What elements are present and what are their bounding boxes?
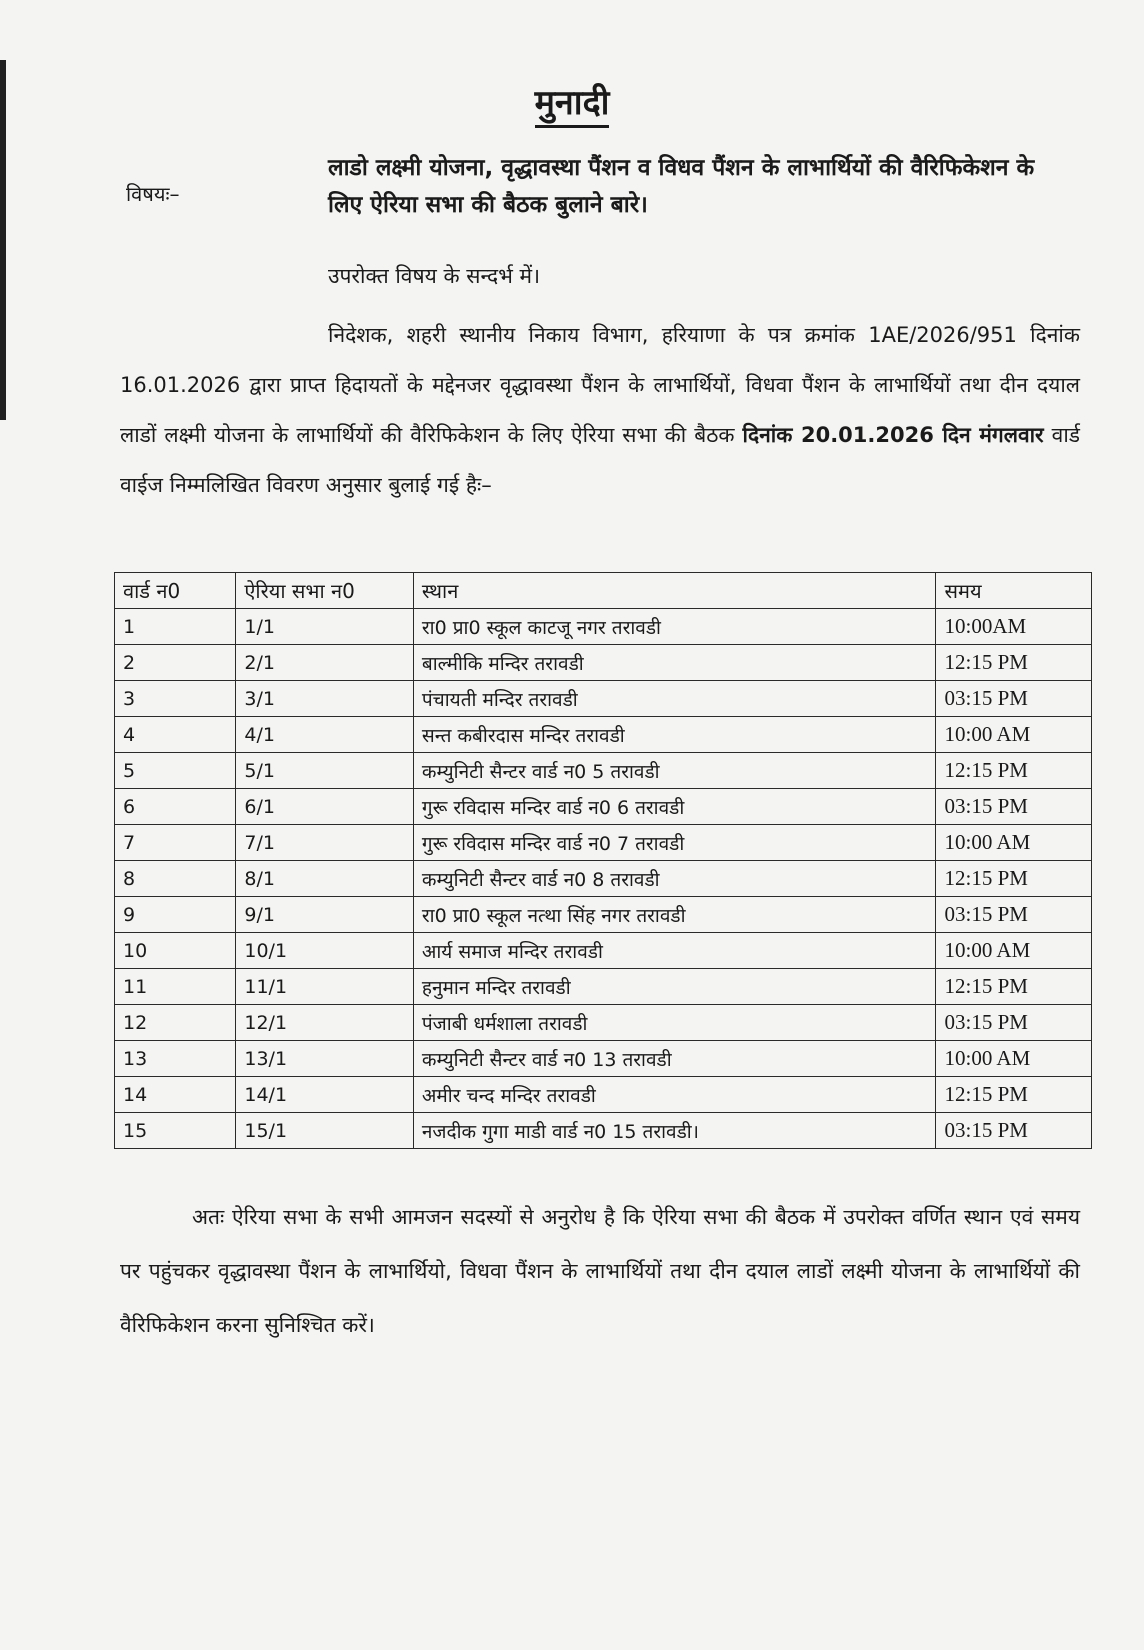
- document-title: [0, 78, 1144, 124]
- time-cell: 03:15 PM: [936, 1113, 1092, 1149]
- table-row: [115, 933, 1092, 969]
- ward-cell: 4: [115, 717, 236, 753]
- table-row: [115, 1041, 1092, 1077]
- ward-cell: 14: [115, 1077, 236, 1113]
- place-cell: रा0 प्रा0 स्कूल नत्था सिंह नगर तरावडी: [413, 897, 936, 933]
- place-cell: हनुमान मन्दिर तरावडी: [413, 969, 936, 1005]
- ward-cell: 8: [115, 861, 236, 897]
- area-sabha-cell: 11/1: [236, 969, 414, 1005]
- table-row: [115, 861, 1092, 897]
- table-header-row: [115, 573, 1092, 609]
- place-cell: पंचायती मन्दिर तरावडी: [413, 681, 936, 717]
- place-cell: कम्युनिटी सैन्टर वार्ड न0 5 तरावडी: [413, 753, 936, 789]
- ward-cell: 2: [115, 645, 236, 681]
- ward-cell: 6: [115, 789, 236, 825]
- header-place: स्थान: [413, 573, 936, 609]
- area-sabha-cell: 10/1: [236, 933, 414, 969]
- time-cell: 12:15 PM: [936, 645, 1092, 681]
- paragraph-1-text-end: वार्ड वाईज निम्मलिखित विवरण अनुसार बुलाई गई हैः–: [120, 423, 1080, 497]
- body-paragraph-2: अतः ऐरिया सभा के सभी आमजन सदस्यों से अनुरोध है कि ऐरिया सभा की बैठक में उपरोक्त वर्णित स्थान एवं समय पर पहुंचकर वृद्धावस्था पैंशन के लाभार्थियो, विधवा पैंशन के लाभार्थियों तथा दीन दयाल लाडों लक्ष्मी योजना के लाभार्थियों की वैरिफिकेशन करना सुनिश्चित करें।: [120, 1205, 1080, 1337]
- time-cell: 10:00 AM: [936, 1041, 1092, 1077]
- table-row: [115, 789, 1092, 825]
- reference-line: उपरोक्त विषय के सन्दर्भ में।: [328, 264, 541, 288]
- place-cell: गुरू रविदास मन्दिर वार्ड न0 6 तरावडी: [413, 789, 936, 825]
- body-paragraph-1: [120, 310, 1080, 510]
- area-sabha-cell: 1/1: [236, 609, 414, 645]
- time-cell: 12:15 PM: [936, 753, 1092, 789]
- area-sabha-cell: 14/1: [236, 1077, 414, 1113]
- table-row: [115, 717, 1092, 753]
- ward-cell: 11: [115, 969, 236, 1005]
- place-cell: कम्युनिटी सैन्टर वार्ड न0 8 तरावडी: [413, 861, 936, 897]
- time-cell: 12:15 PM: [936, 969, 1092, 1005]
- table-row: [115, 609, 1092, 645]
- table-row: [115, 969, 1092, 1005]
- time-cell: 10:00 AM: [936, 825, 1092, 861]
- table-row: [115, 1005, 1092, 1041]
- place-cell: नजदीक गुगा माडी वार्ड न0 15 तरावडी।: [413, 1113, 936, 1149]
- area-sabha-cell: 2/1: [236, 645, 414, 681]
- place-cell: पंजाबी धर्मशाला तरावडी: [413, 1005, 936, 1041]
- area-sabha-cell: 6/1: [236, 789, 414, 825]
- time-cell: 03:15 PM: [936, 789, 1092, 825]
- document-title-text: मुनादी: [535, 83, 610, 128]
- time-cell: 12:15 PM: [936, 861, 1092, 897]
- paragraph-1-text: निदेशक, शहरी स्थानीय निकाय विभाग, हरियाणा के पत्र क्रमांक 1AE/2026/951 दिनांक 16.01.2026 द्वारा प्राप्त हिदायतों के मद्देनजर वृद्धावस्था पैंशन के लाभार्थियों, विधवा पैंशन के लाभार्थियों तथा दीन दयाल लाडों लक्ष्मी योजना के लाभार्थियों की वैरिफिकेशन के लिए ऐरिया सभा की बैठक: [120, 323, 1080, 447]
- ward-cell: 9: [115, 897, 236, 933]
- time-cell: 03:15 PM: [936, 897, 1092, 933]
- table-row: [115, 645, 1092, 681]
- place-cell: सन्त कबीरदास मन्दिर तरावडी: [413, 717, 936, 753]
- meeting-date: दिनांक 20.01.2026 दिन मंगलवार: [742, 423, 1044, 447]
- area-sabha-cell: 8/1: [236, 861, 414, 897]
- table-body: [115, 609, 1092, 1149]
- ward-cell: 7: [115, 825, 236, 861]
- time-cell: 10:00 AM: [936, 717, 1092, 753]
- place-cell: कम्युनिटी सैन्टर वार्ड न0 13 तरावडी: [413, 1041, 936, 1077]
- ward-cell: 15: [115, 1113, 236, 1149]
- ward-cell: 3: [115, 681, 236, 717]
- area-sabha-cell: 7/1: [236, 825, 414, 861]
- area-sabha-cell: 4/1: [236, 717, 414, 753]
- ward-cell: 12: [115, 1005, 236, 1041]
- header-area-sabha: ऐरिया सभा न0: [236, 573, 414, 609]
- area-sabha-cell: 3/1: [236, 681, 414, 717]
- place-cell: गुरू रविदास मन्दिर वार्ड न0 7 तरावडी: [413, 825, 936, 861]
- time-cell: 03:15 PM: [936, 681, 1092, 717]
- ward-cell: 1: [115, 609, 236, 645]
- table-row: [115, 825, 1092, 861]
- time-cell: 03:15 PM: [936, 1005, 1092, 1041]
- time-cell: 10:00AM: [936, 609, 1092, 645]
- time-cell: 12:15 PM: [936, 1077, 1092, 1113]
- area-sabha-cell: 15/1: [236, 1113, 414, 1149]
- schedule-table: [114, 572, 1092, 1149]
- subject-label: विषयः–: [126, 182, 180, 206]
- place-cell: अमीर चन्द मन्दिर तरावडी: [413, 1077, 936, 1113]
- table-row: [115, 681, 1092, 717]
- place-cell: आर्य समाज मन्दिर तरावडी: [413, 933, 936, 969]
- place-cell: बाल्मीकि मन्दिर तरावडी: [413, 645, 936, 681]
- place-cell: रा0 प्रा0 स्कूल काटजू नगर तरावडी: [413, 609, 936, 645]
- area-sabha-cell: 12/1: [236, 1005, 414, 1041]
- time-cell: 10:00 AM: [936, 933, 1092, 969]
- area-sabha-cell: 9/1: [236, 897, 414, 933]
- ward-cell: 5: [115, 753, 236, 789]
- ward-cell: 10: [115, 933, 236, 969]
- table-row: [115, 1077, 1092, 1113]
- table-row: [115, 1113, 1092, 1149]
- area-sabha-cell: 5/1: [236, 753, 414, 789]
- area-sabha-cell: 13/1: [236, 1041, 414, 1077]
- table-row: [115, 897, 1092, 933]
- table-row: [115, 753, 1092, 789]
- subject-text: लाडो लक्ष्मी योजना, वृद्धावस्था पैंशन व विधव पैंशन के लाभार्थियों की वैरिफिकेशन के लिए ऐरिया सभा की बैठक बुलाने बारे।: [328, 155, 1035, 218]
- header-time: समय: [936, 573, 1092, 609]
- header-ward: वार्ड न0: [115, 573, 236, 609]
- ward-cell: 13: [115, 1041, 236, 1077]
